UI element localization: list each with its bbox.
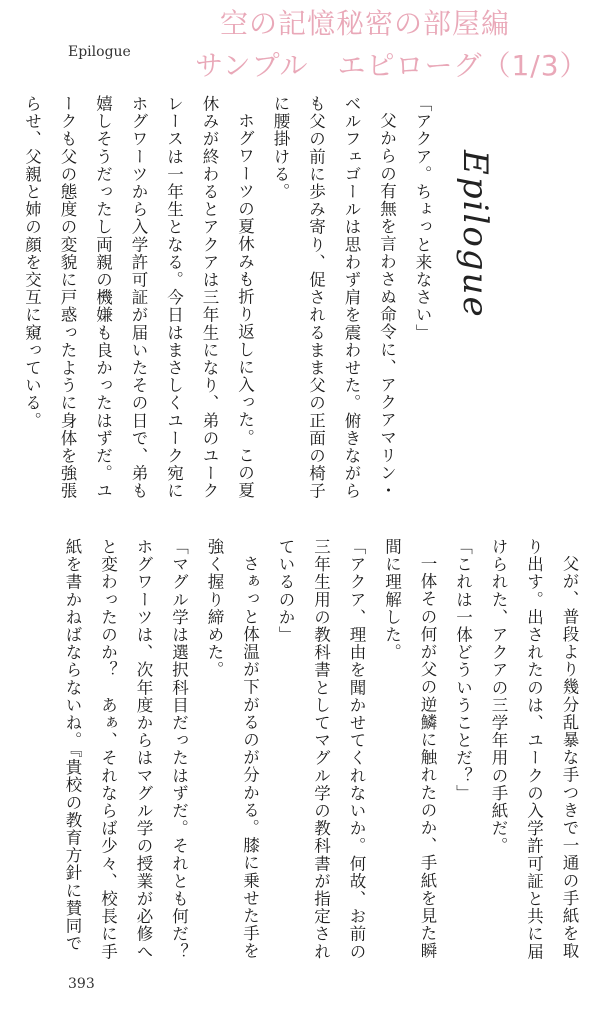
running-head: Epilogue: [68, 44, 131, 60]
body-text-lower: [32, 538, 587, 968]
paragraph: さぁっと体温が下がるのが分かる。膝に乗せた手を強く握り締めた。: [205, 538, 260, 960]
paragraph: 「アクア。ちょっと来なさい」: [413, 95, 432, 342]
body-text-upper: [22, 95, 440, 510]
paragraph: 父が、普段より幾分乱暴な手つきで一通の手紙を取り出す。出されたのは、ユークの入学許可証と共に届けられた、アクアの三学年用の手紙だ。: [489, 538, 579, 961]
paragraph: 「これは一体どういうことだ？」: [453, 538, 473, 802]
chapter-title-mark: Epilogue: [455, 150, 495, 319]
paragraph: 「アクア、理由を聞かせてくれないか。何故、お前の三年生用の教科書としてマグル学の教科書が指定されているのか」: [276, 538, 366, 961]
sample-subtitle-overlay: サンプル エピローグ（1/3）: [195, 49, 589, 82]
sample-title-overlay: 空の記憶秘密の部屋編: [220, 7, 511, 40]
paragraph: ホグワーツの夏休みも折り返しに入った。この夏休みが終わるとアクアは三年生になり、弟のユークレースは一年生となる。今日はまさしくユーク宛にホグワーツから入学許可証が届いたその日で、弟も嬉しそうだったし両親の機嫌も良かったはずだ。ユークも父の態度の変貌に戸惑ったように身体を強張らせ、父親と姉の顔を交互に窺っている。: [22, 95, 255, 500]
paragraph: 一体その何が父の逆鱗に触れたのか、手紙を見た瞬間に理解した。: [382, 538, 437, 960]
paragraph: 「マグル学は選択科目だったはずだ。それとも何だ？ホグワーツは、次年度からはマグル学の授業が必修へと変わったのか？ あぁ、それならば少々、校長に手紙を書かねばならないね。『貴校の教育方針に賛同で: [63, 538, 189, 961]
paragraph: 父からの有無を言わさぬ命令に、アクアマリン・ベルフェゴールは思わず肩を震わせた。俯きながらも父の前に歩み寄り、促されるまま父の正面の椅子に腰掛ける。: [271, 95, 397, 500]
page-number: 393: [68, 976, 95, 992]
